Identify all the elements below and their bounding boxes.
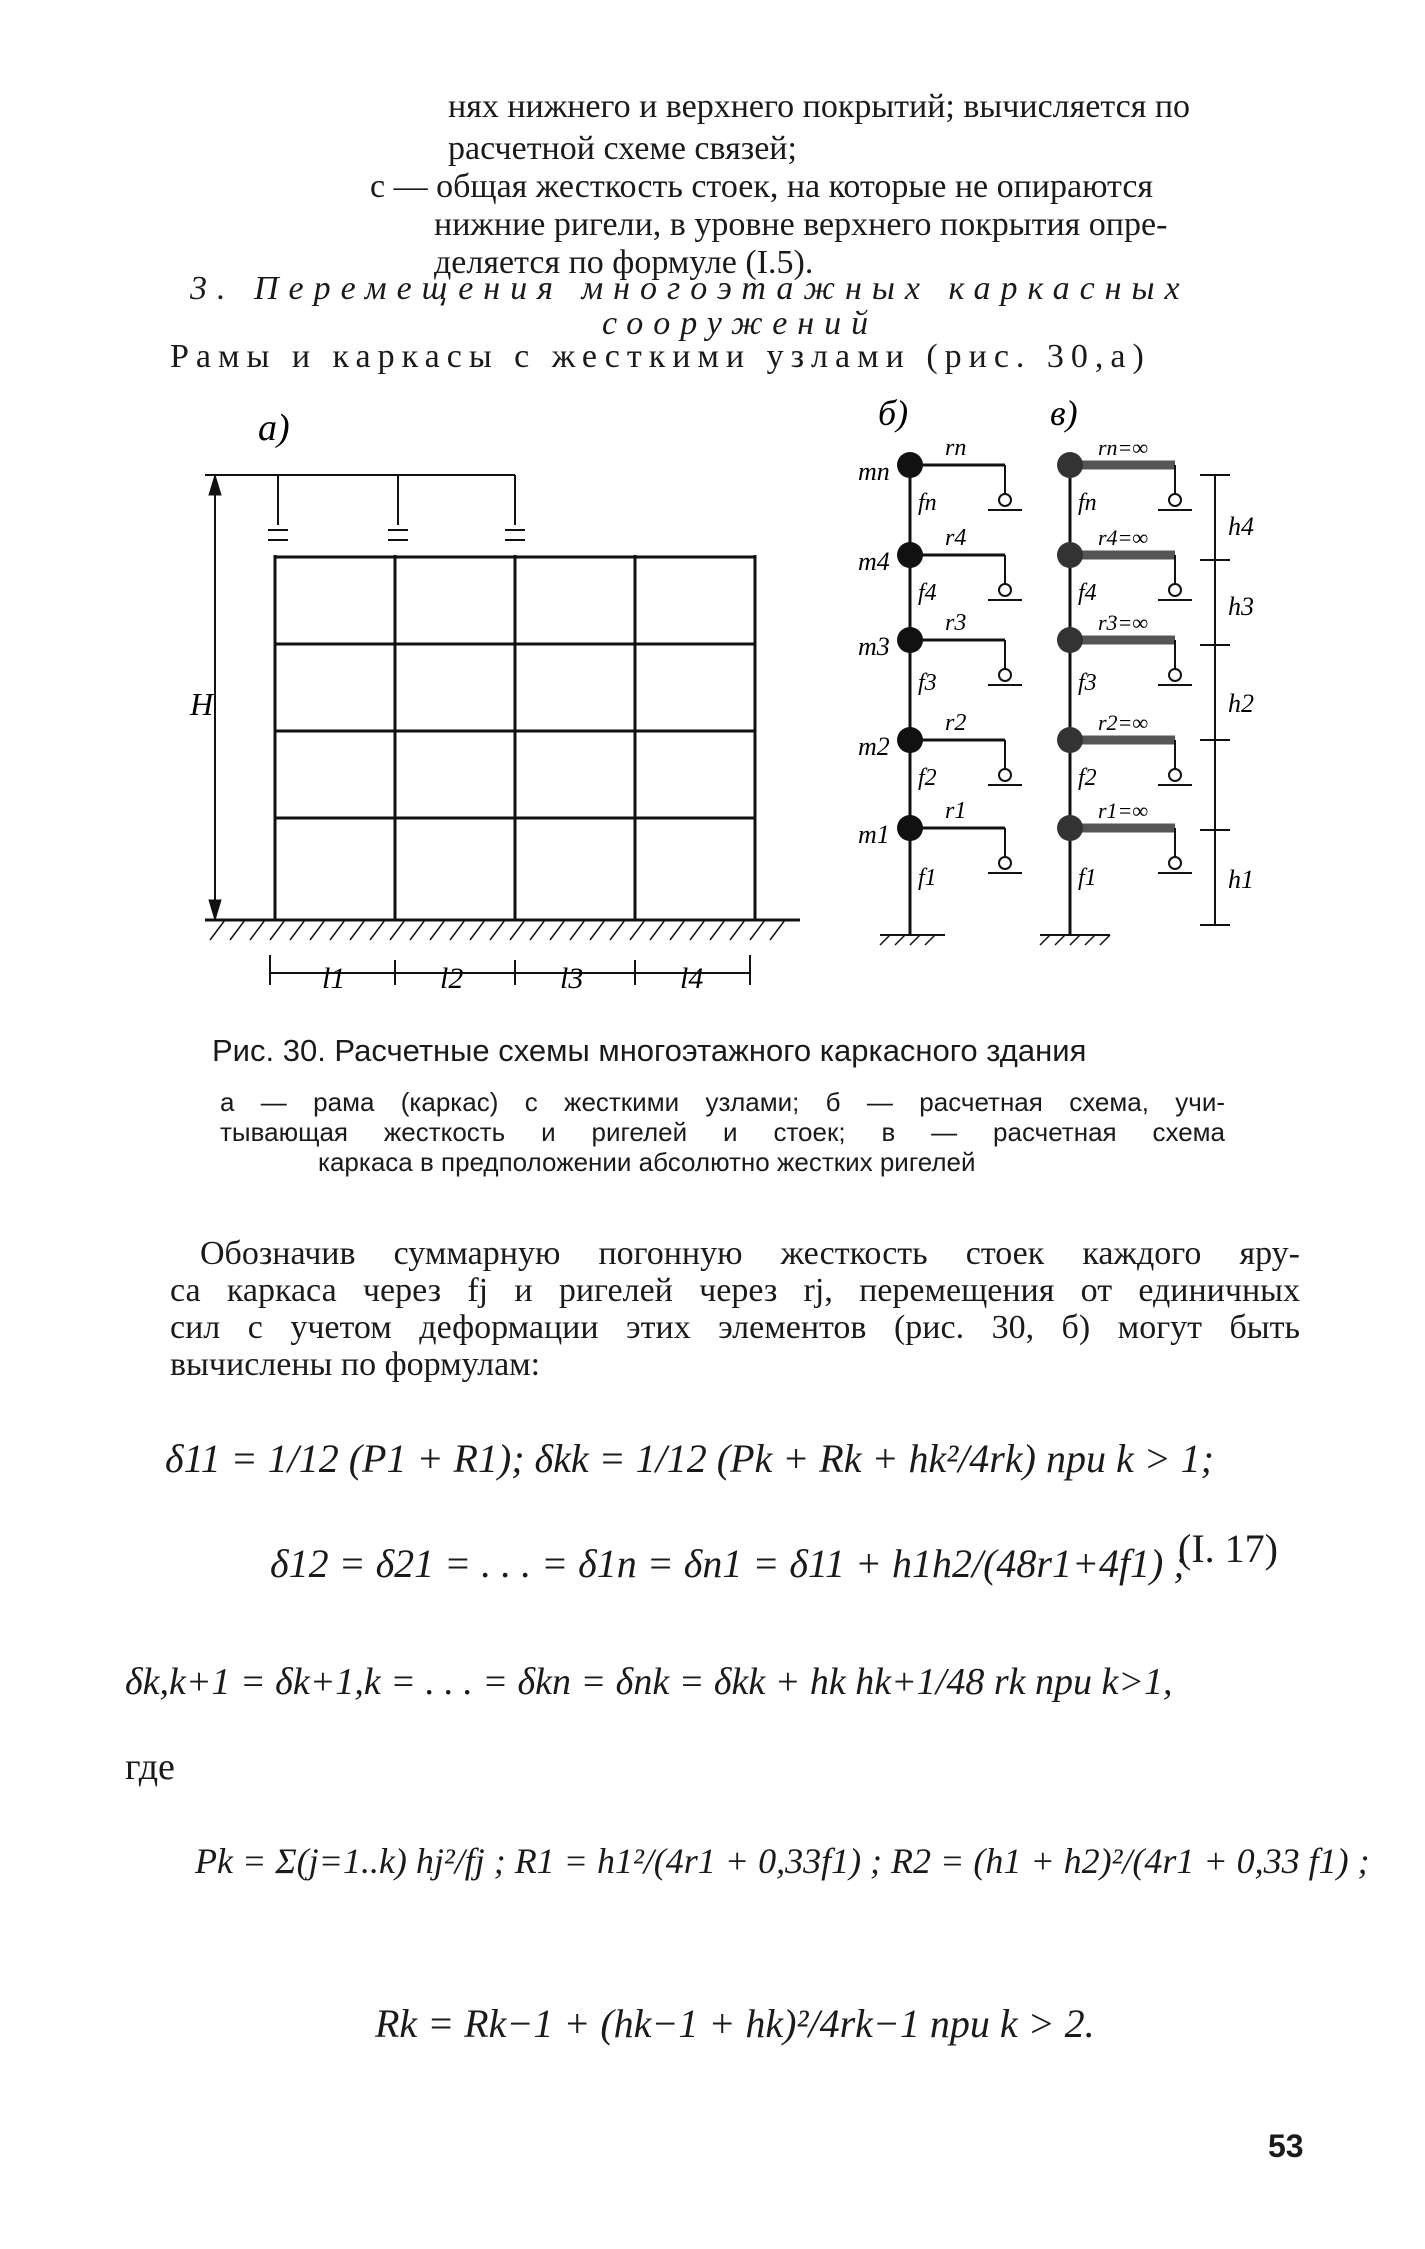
section-heading: 3. Перемещения многоэтажных каркасных <box>190 270 1190 307</box>
column-label: f2 <box>1078 765 1097 791</box>
figure-caption-line: тывающая жесткость и ригелей и стоек; в — расчетная схема <box>220 1117 1225 1147</box>
text-line: нях нижнего и верхнего покрытий; вычисляется по <box>448 88 1191 125</box>
text-line: нижние ригели, в уровне верхнего покрытия опре- <box>434 206 1168 243</box>
column-label: fn <box>918 490 937 516</box>
span-label: l2 <box>440 962 464 995</box>
formula-line: δ12 = δ21 = . . . = δ1n = δn1 = δ11 + h1h2/(48r1+4f1) ; <box>270 1541 1187 1586</box>
text-line: расчетной схеме связей; <box>448 130 797 167</box>
figure-caption-line: а — рама (каркас) с жесткими узлами; б — расчетная схема, учи- <box>220 1087 1225 1117</box>
column-label: f1 <box>918 865 937 891</box>
beam-label: r4=∞ <box>1098 525 1149 550</box>
formula-line: Pk = Σ(j=1..k) hj²/fj ; R1 = h1²/(4r1 + 0,33f1) ; R2 = (h1 + h2)²/(4r1 + 0,33 f1) ; <box>195 1841 1370 1881</box>
beam-label: r1 <box>945 798 967 824</box>
beam-label: r4 <box>945 525 967 551</box>
span-label: l1 <box>322 962 346 995</box>
section-heading-cont: сооружений <box>602 305 879 342</box>
arrow-icon <box>209 475 221 495</box>
formula-number: (I. 17) <box>1178 1526 1278 1571</box>
figure-caption-line: каркаса в предположении абсолютно жестких ригелей <box>318 1147 976 1177</box>
formula-line: δk,k+1 = δk+1,k = . . . = δkn = δnk = δkk + hk hk+1/48 rk при k>1, <box>125 1661 1173 1703</box>
subheading: Рамы и каркасы с жесткими узлами (рис. 30,а) <box>170 338 1151 375</box>
mass-label: m3 <box>858 632 890 661</box>
beam-label: r2 <box>945 710 967 736</box>
span-label: l4 <box>680 962 704 995</box>
mass-label: m4 <box>858 547 890 576</box>
support-icon <box>999 494 1011 869</box>
formula-line: δ11 = 1/12 (P1 + R1); δkk = 1/12 (Pk + Rk + hk²/4rk) при k > 1; <box>165 1436 1215 1481</box>
beam-label: r1=∞ <box>1098 798 1149 823</box>
mass-label: mn <box>858 457 890 486</box>
beam-label: rn <box>945 435 967 461</box>
column-label: f3 <box>918 670 937 696</box>
story-height-label: h1 <box>1228 865 1254 894</box>
mass-label: m2 <box>858 732 890 761</box>
beam-label: r3=∞ <box>1098 610 1149 635</box>
span-label: l3 <box>560 962 584 995</box>
paragraph-line: вычислены по формулам: <box>170 1346 541 1383</box>
story-height-label: h4 <box>1228 512 1254 541</box>
where-label: где <box>125 1746 175 1788</box>
mass-label: m1 <box>858 820 890 849</box>
text-line: с — общая жесткость стоек, на которые не опираются <box>370 168 1154 205</box>
arrow-icon <box>209 900 221 920</box>
story-height-label: h3 <box>1228 592 1254 621</box>
paragraph-line: са каркаса через fj и ригелей через rj, перемещения от единичных <box>170 1272 1300 1309</box>
beam-label: r3 <box>945 610 967 636</box>
column-label: fn <box>1078 490 1097 516</box>
label-b: б) <box>878 393 909 433</box>
beam-label: r2=∞ <box>1098 710 1149 735</box>
beam-label: rn=∞ <box>1098 435 1149 460</box>
story-height-label: h2 <box>1228 689 1254 718</box>
column-label: f1 <box>1078 865 1097 891</box>
text-line: деляется по формуле (I.5). <box>434 244 814 281</box>
label-v: в) <box>1050 393 1078 433</box>
column-label: f3 <box>1078 670 1097 696</box>
label-a: а) <box>258 407 290 449</box>
height-label: H <box>190 686 214 722</box>
ground-hatch <box>210 920 785 940</box>
page-number: 53 <box>1268 2128 1304 2164</box>
column-label: f4 <box>1078 580 1097 606</box>
paragraph-line: сил с учетом деформации этих элементов (рис. 30, б) могут быть <box>170 1309 1300 1346</box>
paragraph-line: Обозначив суммарную погонную жесткость стоек каждого яру- <box>200 1235 1300 1272</box>
formula-line: Rk = Rk−1 + (hk−1 + hk)²/4rk−1 при k > 2. <box>375 2001 1095 2046</box>
figure-30 <box>0 0 1425 1000</box>
frame-grid <box>275 555 755 920</box>
column-label: f2 <box>918 765 937 791</box>
figure-caption-title: Рис. 30. Расчетные схемы многоэтажного каркасного здания <box>212 1033 1087 1068</box>
column-label: f4 <box>918 580 937 606</box>
